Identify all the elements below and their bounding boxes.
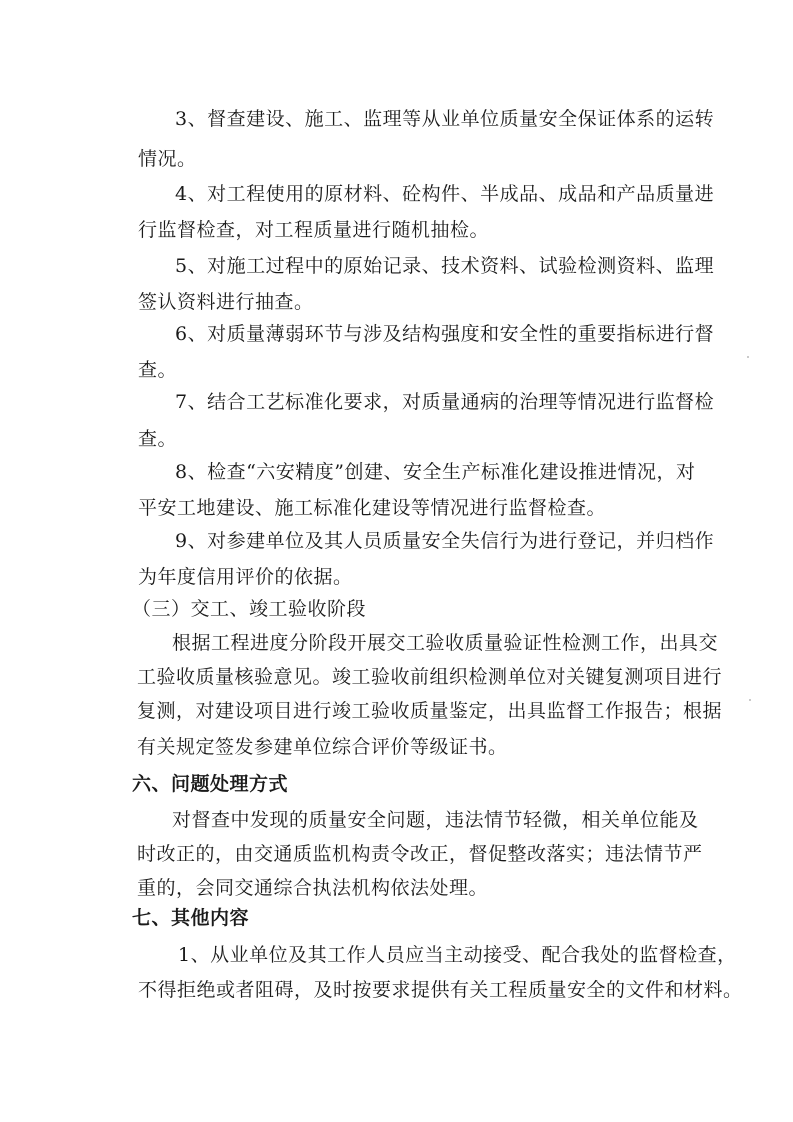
section-heading-7: 七、其他内容 bbox=[132, 907, 250, 929]
handling-para-line-2: 时改正的，由交通质监机构责令改正，督促整改落实；违法情节严 bbox=[137, 843, 703, 865]
item-7-line-2: 查。 bbox=[138, 428, 178, 450]
item-7-line-1: 7、结合工艺标准化要求，对质量通病的治理等情况进行监督检 bbox=[175, 391, 715, 413]
handling-para-line-1: 对督查中发现的质量安全问题，违法情节轻微，相关单位能及 bbox=[172, 809, 699, 831]
item-6-line-2: 查。 bbox=[138, 359, 178, 381]
scan-speck bbox=[749, 699, 751, 701]
other-item-1-line-2: 不得拒绝或者阻碍，及时按要求提供有关工程质量安全的文件和材料。 bbox=[138, 979, 743, 1001]
other-item-1-line-1: 1、从业单位及其工作人员应当主动接受、配合我处的监督检查， bbox=[178, 944, 737, 966]
item-5-line-1: 5、对施工过程中的原始记录、技术资料、试验检测资料、监理 bbox=[175, 255, 715, 277]
item-9-line-1: 9、对参建单位及其人员质量安全失信行为进行登记，并归档作 bbox=[175, 530, 715, 552]
item-4-line-1: 4、对工程使用的原材料、砼构件、半成品、成品和产品质量进 bbox=[175, 183, 715, 205]
acceptance-para-line-2: 工验收质量核验意见。竣工验收前组织检测单位对关键复测项目进行 bbox=[137, 666, 723, 688]
item-8-line-2: 平安工地建设、施工标准化建设等情况进行监督检查。 bbox=[138, 497, 607, 519]
item-9-line-2: 为年度信用评价的依据。 bbox=[138, 566, 353, 588]
item-4-line-2: 行监督检查，对工程质量进行随机抽检。 bbox=[138, 219, 490, 241]
subsection-heading-3: （三）交工、竣工验收阶段 bbox=[132, 598, 367, 620]
acceptance-para-line-4: 有关规定签发参建单位综合评价等级证书。 bbox=[137, 736, 508, 758]
scan-speck bbox=[747, 356, 749, 358]
item-6-line-1: 6、对质量薄弱环节与涉及结构强度和安全性的重要指标进行督 bbox=[175, 323, 715, 345]
section-heading-6: 六、问题处理方式 bbox=[132, 773, 289, 795]
acceptance-para-line-1: 根据工程进度分阶段开展交工验收质量验证性检测工作，出具交 bbox=[172, 632, 719, 654]
item-5-line-2: 签认资料进行抽查。 bbox=[138, 291, 314, 313]
item-3-line-2: 情况。 bbox=[138, 148, 197, 170]
item-3-line-1: 3、督查建设、施工、监理等从业单位质量安全保证体系的运转 bbox=[175, 108, 715, 130]
item-8-line-1: 8、检查“六安精度”创建、安全生产标准化建设推进情况，对 bbox=[175, 461, 696, 483]
handling-para-line-3: 重的，会同交通综合执法机构依法处理。 bbox=[137, 877, 489, 899]
acceptance-para-line-3: 复测，对建设项目进行竣工验收质量鉴定，出具监督工作报告；根据 bbox=[137, 700, 723, 722]
